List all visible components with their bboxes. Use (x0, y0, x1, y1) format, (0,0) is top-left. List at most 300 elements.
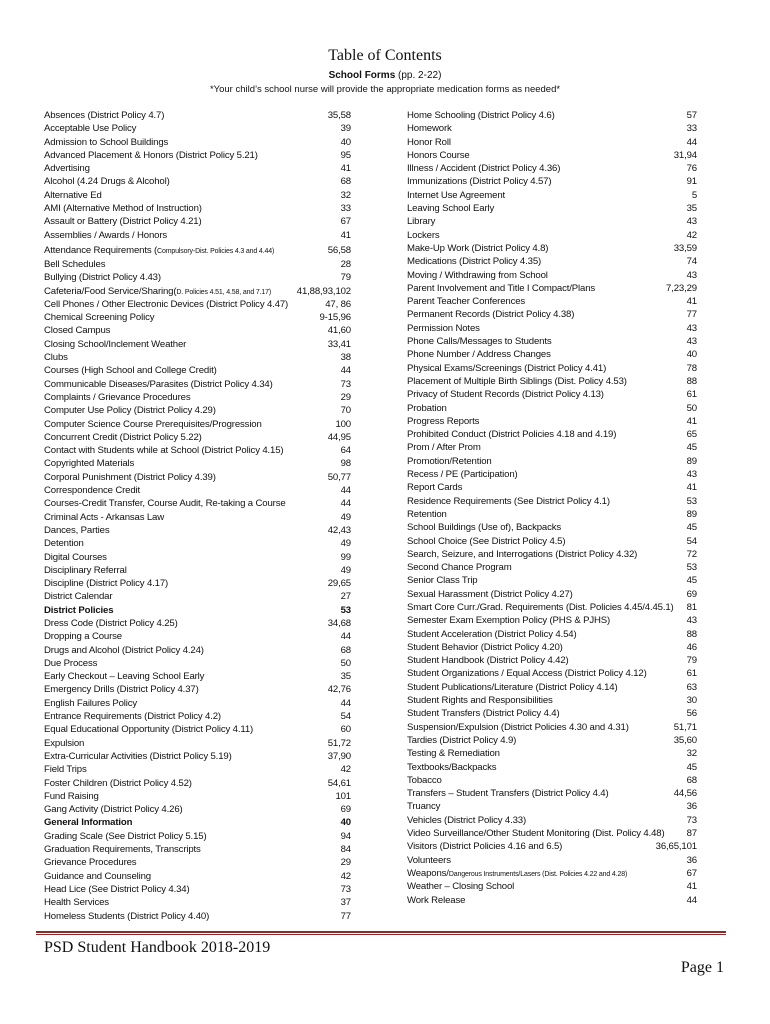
toc-entry-label: Promotion/Retention (407, 455, 492, 467)
toc-entry-label: Volunteers (407, 854, 451, 866)
toc-entry-label: Emergency Drills (District Policy 4.37) (44, 684, 199, 696)
toc-entry (44, 258, 351, 271)
toc-entry-label: Honor Roll (407, 136, 451, 148)
toc-entry-page: 41 (340, 163, 351, 175)
toc-entry-page: 88 (686, 628, 697, 640)
toc-entry-page: 81 (686, 601, 697, 613)
toc-entry-label: Visitors (District Policies 4.16 and 6.5) (407, 841, 563, 853)
toc-entry-label: Digital Courses (44, 551, 107, 563)
toc-entry (44, 404, 351, 417)
toc-entry (407, 707, 697, 720)
toc-entry-label: Permanent Records (District Policy 4.38) (407, 309, 575, 321)
toc-entry-label: Immunizations (District Policy 4.57) (407, 176, 552, 188)
toc-entry (44, 298, 351, 311)
toc-entry-page: 69 (340, 804, 351, 816)
toc-entry-page: 44 (340, 498, 351, 510)
toc-entry (44, 697, 351, 710)
toc-entry-page: 35,58 (327, 110, 351, 121)
toc-entry-page: 45 (686, 442, 697, 454)
toc-entry (44, 856, 351, 869)
toc-right-column (407, 109, 697, 907)
toc-entry-page: 5 (691, 189, 697, 201)
toc-entry-page: 49 (340, 538, 351, 550)
toc-entry-page: 45 (686, 761, 697, 773)
toc-entry-label: Phone Calls/Messages to Students (407, 336, 552, 348)
footer-title: PSD Student Handbook 2018-2019 (44, 939, 271, 956)
toc-entry (407, 894, 697, 907)
toc-entry-page: 54,61 (327, 777, 351, 789)
toc-entry (44, 683, 351, 696)
toc-entry (407, 641, 697, 654)
toc-entry-label: Communicable Diseases/Parasites (District Policy 4.34) (44, 378, 273, 390)
toc-entry-page: 44,56 (673, 788, 697, 800)
toc-entry-label: Computer Use Policy (District Policy 4.29) (44, 405, 216, 417)
toc-entry-page: 41 (686, 296, 697, 308)
toc-entry (44, 471, 351, 484)
toc-entry-label: Student Handbook (District Policy 4.42) (407, 655, 569, 667)
toc-entry (44, 285, 351, 298)
toc-entry-page: 34,68 (327, 617, 351, 629)
toc-entry (407, 202, 697, 215)
toc-entry-label: Contact with Students while at School (District Policy 4.15) (44, 445, 284, 457)
school-forms-heading (0, 70, 770, 82)
toc-entry (44, 830, 351, 843)
toc-entry-page: 57 (686, 110, 697, 121)
toc-entry (44, 723, 351, 736)
toc-entry-page: 40 (340, 817, 351, 829)
toc-entry-page: 54 (340, 711, 351, 723)
toc-entry (44, 710, 351, 723)
toc-entry-page: 33 (686, 123, 697, 135)
toc-entry-page: 43 (686, 336, 697, 348)
toc-entry-label: Privacy of Student Records (District Policy 4.13) (407, 389, 604, 401)
toc-entry (407, 827, 697, 840)
toc-entry-page: 40 (686, 349, 697, 361)
school-forms-pages: (pp. 2-22) (395, 70, 442, 81)
toc-entry-page: 65 (686, 429, 697, 441)
toc-entry (44, 763, 351, 776)
toc-entry-page: 99 (340, 551, 351, 563)
toc-entry-page: 41,88,93,102 (296, 285, 351, 297)
toc-entry-page: 49 (340, 511, 351, 523)
toc-entry-page: 87 (686, 828, 697, 840)
toc-entry (44, 162, 351, 175)
toc-entry-page: 44 (686, 894, 697, 906)
toc-entry (407, 508, 697, 521)
toc-entry-label: Leaving School Early (407, 203, 495, 215)
toc-entry (44, 364, 351, 377)
toc-entry-label: Transfers – Student Transfers (District Policy 4.4) (407, 788, 609, 800)
page-title: Table of Contents (328, 47, 442, 64)
toc-entry-page: 29 (340, 391, 351, 403)
toc-entry-page: 44 (686, 136, 697, 148)
toc-entry (44, 457, 351, 470)
toc-entry-label: Medications (District Policy 4.35) (407, 256, 542, 268)
school-forms-label: School Forms (328, 70, 396, 81)
toc-entry-label: Placement of Multiple Birth Siblings (Dist. Policy 4.53) (407, 375, 627, 387)
toc-entry-page: 46 (686, 641, 697, 653)
toc-entry-label: Retention (407, 508, 447, 520)
toc-entry-label: Student Behavior (District Policy 4.20) (407, 641, 563, 653)
toc-entry-page: 50 (686, 402, 697, 414)
toc-entry (44, 511, 351, 524)
toc-entry-page: 54 (686, 535, 697, 547)
toc-entry-label: Search, Seizure, and Interrogations (District Policy 4.32) (407, 548, 638, 560)
toc-entry (407, 415, 697, 428)
toc-entry-page: 77 (686, 309, 697, 321)
toc-entry-label: Weapons/Dangerous Instruments/Lasers (Dist. Policies 4.22 and 4.28) (407, 867, 628, 879)
toc-entry (44, 910, 351, 923)
toc-entry-label: Guidance and Counseling (44, 870, 151, 882)
toc-entry-page: 7,23,29 (666, 282, 697, 294)
toc-entry-page: 73 (686, 814, 697, 826)
toc-entry-page: 41,60 (327, 325, 351, 337)
toc-entry (44, 136, 351, 149)
toc-entry-page: 56 (686, 708, 697, 720)
toc-entry-label: Senior Class Trip (407, 575, 478, 587)
toc-entry (407, 561, 697, 574)
toc-entry-label: Closing School/Inclement Weather (44, 338, 187, 350)
toc-entry (407, 495, 697, 508)
toc-entry-page: 45 (686, 522, 697, 534)
toc-entry (407, 614, 697, 627)
toc-entry (407, 747, 697, 760)
toc-entry (44, 311, 351, 324)
toc-entry-page: 100 (335, 418, 351, 430)
toc-entry-label: Smart Core Curr./Grad. Requirements (Dist. Policies 4.45/4.45.1) (407, 601, 674, 613)
toc-entry-label: Complaints / Grievance Procedures (44, 391, 191, 403)
toc-entry (407, 348, 697, 361)
toc-entry-page: 61 (686, 668, 697, 680)
toc-entry-page: 79 (340, 272, 351, 284)
toc-entry-label: Admission to School Buildings (44, 136, 169, 148)
toc-entry (44, 617, 351, 630)
toc-entry (44, 777, 351, 790)
toc-entry (407, 548, 697, 561)
toc-entry-label: Sexual Harassment (District Policy 4.27) (407, 588, 573, 600)
toc-entry-label: Criminal Acts - Arkansas Law (44, 511, 165, 523)
toc-entry-label: Early Checkout – Leaving School Early (44, 671, 205, 683)
toc-entry-page: 42 (340, 870, 351, 882)
toc-entry-label: Clubs (44, 352, 68, 364)
toc-entry-label: Progress Reports (407, 415, 480, 427)
toc-entry-page: 33 (340, 203, 351, 215)
toc-entry (44, 229, 351, 242)
toc-entry-page: 42 (340, 764, 351, 776)
toc-entry-page: 36,65,101 (655, 841, 697, 853)
toc-entry-label: Drugs and Alcohol (District Policy 4.24) (44, 644, 204, 656)
toc-entry-label: Assemblies / Awards / Honors (44, 229, 168, 241)
toc-entry-label: Phone Number / Address Changes (407, 349, 551, 361)
toc-entry-label: Dress Code (District Policy 4.25) (44, 617, 178, 629)
toc-entry-label: Prohibited Conduct (District Policies 4.18 and 4.19) (407, 429, 617, 441)
toc-entry-page: 33,41 (327, 338, 351, 350)
toc-entry-page: 94 (340, 830, 351, 842)
toc-entry-label: Grading Scale (See District Policy 5.15) (44, 830, 207, 842)
toc-entry-label: Student Organizations / Equal Access (District Policy 4.12) (407, 668, 647, 680)
toc-entry-page: 73 (340, 378, 351, 390)
toc-entry (44, 391, 351, 404)
toc-entry-label: Testing & Remediation (407, 748, 500, 760)
toc-entry-label: Second Chance Program (407, 562, 512, 574)
toc-entry-label: AMI (Alternative Method of Instruction) (44, 203, 202, 215)
toc-entry-page: 51,72 (327, 737, 351, 749)
toc-entry-label: Disciplinary Referral (44, 564, 127, 576)
toc-entry-label: Cafeteria/Food Service/Sharing(D. Policies 4.51, 4.58, and 7.17) (44, 285, 272, 297)
toc-entry-page: 70 (340, 405, 351, 417)
toc-entry-page: 43 (686, 216, 697, 228)
toc-entry-label: Alternative Ed (44, 189, 102, 201)
toc-entry-label: Entrance Requirements (District Policy 4.2) (44, 711, 221, 723)
toc-entry-label: Courses-Credit Transfer, Course Audit, Re-taking a Course (44, 498, 286, 510)
toc-entry-page: 9-15,96 (319, 312, 351, 324)
toc-entry-label: Advertising (44, 163, 90, 175)
toc-entry-page: 68 (340, 176, 351, 188)
toc-entry-label: Corporal Punishment (District Policy 4.39) (44, 471, 216, 483)
toc-entry (407, 667, 697, 680)
toc-entry (407, 588, 697, 601)
toc-entry (407, 601, 697, 614)
toc-entry-page: 42 (686, 229, 697, 241)
toc-entry-label: School Buildings (Use of), Backpacks (407, 522, 562, 534)
toc-entry-label: Textbooks/Backpacks (407, 761, 497, 773)
toc-entry (407, 362, 697, 375)
toc-entry-label: Health Services (44, 897, 109, 909)
toc-entry-page: 50 (340, 657, 351, 669)
toc-entry (44, 670, 351, 683)
toc-entry (407, 255, 697, 268)
toc-entry-label: Recess / PE (Participation) (407, 469, 518, 481)
toc-entry-label: Moving / Withdrawing from School (407, 269, 548, 281)
toc-entry-page: 41 (686, 482, 697, 494)
toc-entry-label: Homeless Students (District Policy 4.40) (44, 910, 210, 922)
toc-entry-label: Closed Campus (44, 325, 111, 337)
toc-entry-page: 63 (686, 681, 697, 693)
toc-entry (407, 441, 697, 454)
toc-entry (407, 787, 697, 800)
toc-entry-label: Alcohol (4.24 Drugs & Alcohol) (44, 176, 170, 188)
toc-entry (44, 484, 351, 497)
toc-entry (407, 109, 697, 122)
toc-entry-page: 68 (686, 774, 697, 786)
toc-entry-label: General Information (44, 817, 133, 829)
toc-entry-page: 43 (686, 469, 697, 481)
toc-entry-label: Vehicles (District Policy 4.33) (407, 814, 527, 826)
toc-entry-page: 41 (686, 415, 697, 427)
toc-entry-page: 44 (340, 631, 351, 643)
toc-entry (407, 295, 697, 308)
toc-entry-label: Video Surveillance/Other Student Monitoring (Dist. Policy 4.48) (407, 828, 665, 840)
toc-entry-label: Work Release (407, 894, 466, 906)
toc-entry-label: Tardies (District Policy 4.9) (407, 734, 517, 746)
toc-entry-label: Residence Requirements (See District Policy 4.1) (407, 495, 610, 507)
toc-entry-label: Prom / After Prom (407, 442, 481, 454)
toc-entry (407, 322, 697, 335)
toc-entry-label: Expulsion (44, 737, 85, 749)
toc-entry-label: Chemical Screening Policy (44, 312, 155, 324)
toc-entry-label: Absences (District Policy 4.7) (44, 110, 165, 121)
toc-entry-page: 74 (686, 256, 697, 268)
toc-entry-label: Student Transfers (District Policy 4.4) (407, 708, 560, 720)
toc-entry-page: 49 (340, 564, 351, 576)
toc-entry (44, 202, 351, 215)
toc-entry-label: Parent Teacher Conferences (407, 296, 526, 308)
toc-entry (44, 883, 351, 896)
toc-entry-label: Library (407, 216, 436, 228)
toc-entry (407, 535, 697, 548)
toc-entry-label: Truancy (407, 801, 441, 813)
toc-entry (44, 750, 351, 763)
toc-entry-label: Dropping a Course (44, 631, 122, 643)
toc-entry-page: 91 (686, 176, 697, 188)
toc-entry (44, 431, 351, 444)
toc-entry-label: Assault or Battery (District Policy 4.21) (44, 216, 202, 228)
toc-entry-page: 32 (340, 189, 351, 201)
toc-left-column (44, 109, 351, 923)
toc-entry-page: 69 (686, 588, 697, 600)
toc-entry-label: Graduation Requirements, Transcripts (44, 844, 201, 856)
toc-entry (407, 215, 697, 228)
toc-entry-page: 77 (340, 910, 351, 922)
toc-entry (44, 657, 351, 670)
toc-entry (44, 338, 351, 351)
toc-entry (407, 481, 697, 494)
toc-entry-label-detail: Compulsory-Dist. Policies 4.3 and 4.44) (157, 247, 275, 255)
toc-entry-page: 89 (686, 455, 697, 467)
toc-entry (407, 308, 697, 321)
toc-entry (44, 271, 351, 284)
toc-entry-page: 35,60 (673, 734, 697, 746)
toc-entry-page: 68 (340, 644, 351, 656)
toc-entry-label: Probation (407, 402, 447, 414)
toc-entry (44, 644, 351, 657)
toc-entry-label: Gang Activity (District Policy 4.26) (44, 804, 183, 816)
toc-entry (44, 242, 351, 258)
page-number: Page 1 (680, 959, 724, 976)
toc-entry-page: 42,76 (327, 684, 351, 696)
toc-entry-page: 37 (340, 897, 351, 909)
toc-entry-page: 33,59 (673, 242, 697, 254)
toc-entry-page: 40 (340, 136, 351, 148)
toc-entry-label: Extra-Curricular Activities (District Policy 5.19) (44, 750, 232, 762)
toc-entry (407, 468, 697, 481)
toc-entry-page: 53 (686, 562, 697, 574)
toc-entry (44, 630, 351, 643)
toc-entry-label: Bell Schedules (44, 258, 106, 270)
toc-entry-label: Foster Children (District Policy 4.52) (44, 777, 192, 789)
toc-entry (44, 816, 351, 829)
toc-entry-page: 35 (686, 203, 697, 215)
toc-entry (407, 774, 697, 787)
toc-entry-page: 101 (335, 790, 351, 802)
toc-entry (44, 149, 351, 162)
toc-entry (407, 654, 697, 667)
toc-entry-label: Correspondence Credit (44, 485, 141, 497)
toc-entry-page: 35 (340, 671, 351, 683)
toc-entry-label: Concurrent Credit (District Policy 5.22) (44, 431, 202, 443)
toc-entry (44, 351, 351, 364)
toc-entry (44, 324, 351, 337)
toc-entry (44, 590, 351, 603)
toc-entry-page: 51,71 (673, 721, 697, 733)
toc-entry-page: 32 (686, 748, 697, 760)
toc-entry-label: Detention (44, 538, 84, 550)
toc-entry-page: 60 (340, 724, 351, 736)
toc-entry-page: 44 (340, 697, 351, 709)
toc-entry-label: Tobacco (407, 774, 442, 786)
toc-entry-page: 37,90 (327, 750, 351, 762)
toc-entry (44, 551, 351, 564)
toc-entry (44, 790, 351, 803)
toc-entry-page: 36 (686, 801, 697, 813)
toc-entry (44, 737, 351, 750)
toc-entry-page: 44,95 (327, 431, 351, 443)
toc-entry-label: Fund Raising (44, 790, 99, 802)
toc-entry-page: 31,94 (673, 149, 697, 161)
toc-entry (44, 870, 351, 883)
toc-entry-label: Head Lice (See District Policy 4.34) (44, 883, 190, 895)
toc-entry-label: Parent Involvement and Title I Compact/Plans (407, 282, 596, 294)
toc-entry (44, 378, 351, 391)
toc-entry-label: Physical Exams/Screenings (District Policy 4.41) (407, 362, 607, 374)
toc-entry-label: English Failures Policy (44, 697, 138, 709)
toc-entry-page: 43 (686, 269, 697, 281)
toc-entry-page: 28 (340, 258, 351, 270)
toc-entry (44, 896, 351, 909)
toc-entry (44, 524, 351, 537)
toc-entry (407, 375, 697, 388)
toc-entry-label: Report Cards (407, 482, 463, 494)
toc-entry (44, 418, 351, 431)
toc-entry-page: 30 (686, 695, 697, 707)
toc-entry-page: 73 (340, 883, 351, 895)
toc-entry-page: 44 (340, 365, 351, 377)
toc-entry-page: 79 (686, 655, 697, 667)
toc-entry (407, 242, 697, 255)
toc-entry-page: 29,65 (327, 578, 351, 590)
toc-entry-label: Internet Use Agreement (407, 189, 506, 201)
toc-entry-page: 53 (340, 604, 351, 616)
toc-entry-label: Bullying (District Policy 4.43) (44, 272, 161, 284)
toc-entry-label-detail: Dangerous Instruments/Lasers (Dist. Policies 4.22 and 4.28) (448, 870, 628, 878)
toc-entry (44, 843, 351, 856)
toc-entry (407, 162, 697, 175)
toc-entry (407, 721, 697, 734)
toc-entry-label: Permission Notes (407, 322, 480, 334)
toc-entry-label: Lockers (407, 229, 440, 241)
toc-entry-page: 78 (686, 362, 697, 374)
toc-entry (407, 149, 697, 162)
toc-entry (407, 628, 697, 641)
toc-entry-label: District Calendar (44, 591, 113, 603)
toc-entry (407, 189, 697, 202)
toc-entry-page: 43 (686, 322, 697, 334)
toc-entry (407, 175, 697, 188)
toc-entry (44, 444, 351, 457)
toc-entry-label: Cell Phones / Other Electronic Devices (District Policy 4.47) (44, 298, 289, 310)
toc-entry-label: Student Publications/Literature (District Policy 4.14) (407, 681, 618, 693)
toc-entry-page: 45 (686, 575, 697, 587)
toc-entry (407, 854, 697, 867)
toc-entry-label: Courses (High School and College Credit) (44, 365, 217, 377)
toc-entry-page: 27 (340, 591, 351, 603)
toc-entry-page: 38 (340, 352, 351, 364)
toc-entry-label: Illness / Accident (District Policy 4.36) (407, 163, 561, 175)
toc-entry (407, 521, 697, 534)
toc-entry (407, 840, 697, 853)
toc-entry-page: 41 (686, 881, 697, 893)
toc-entry-page: 64 (340, 445, 351, 457)
